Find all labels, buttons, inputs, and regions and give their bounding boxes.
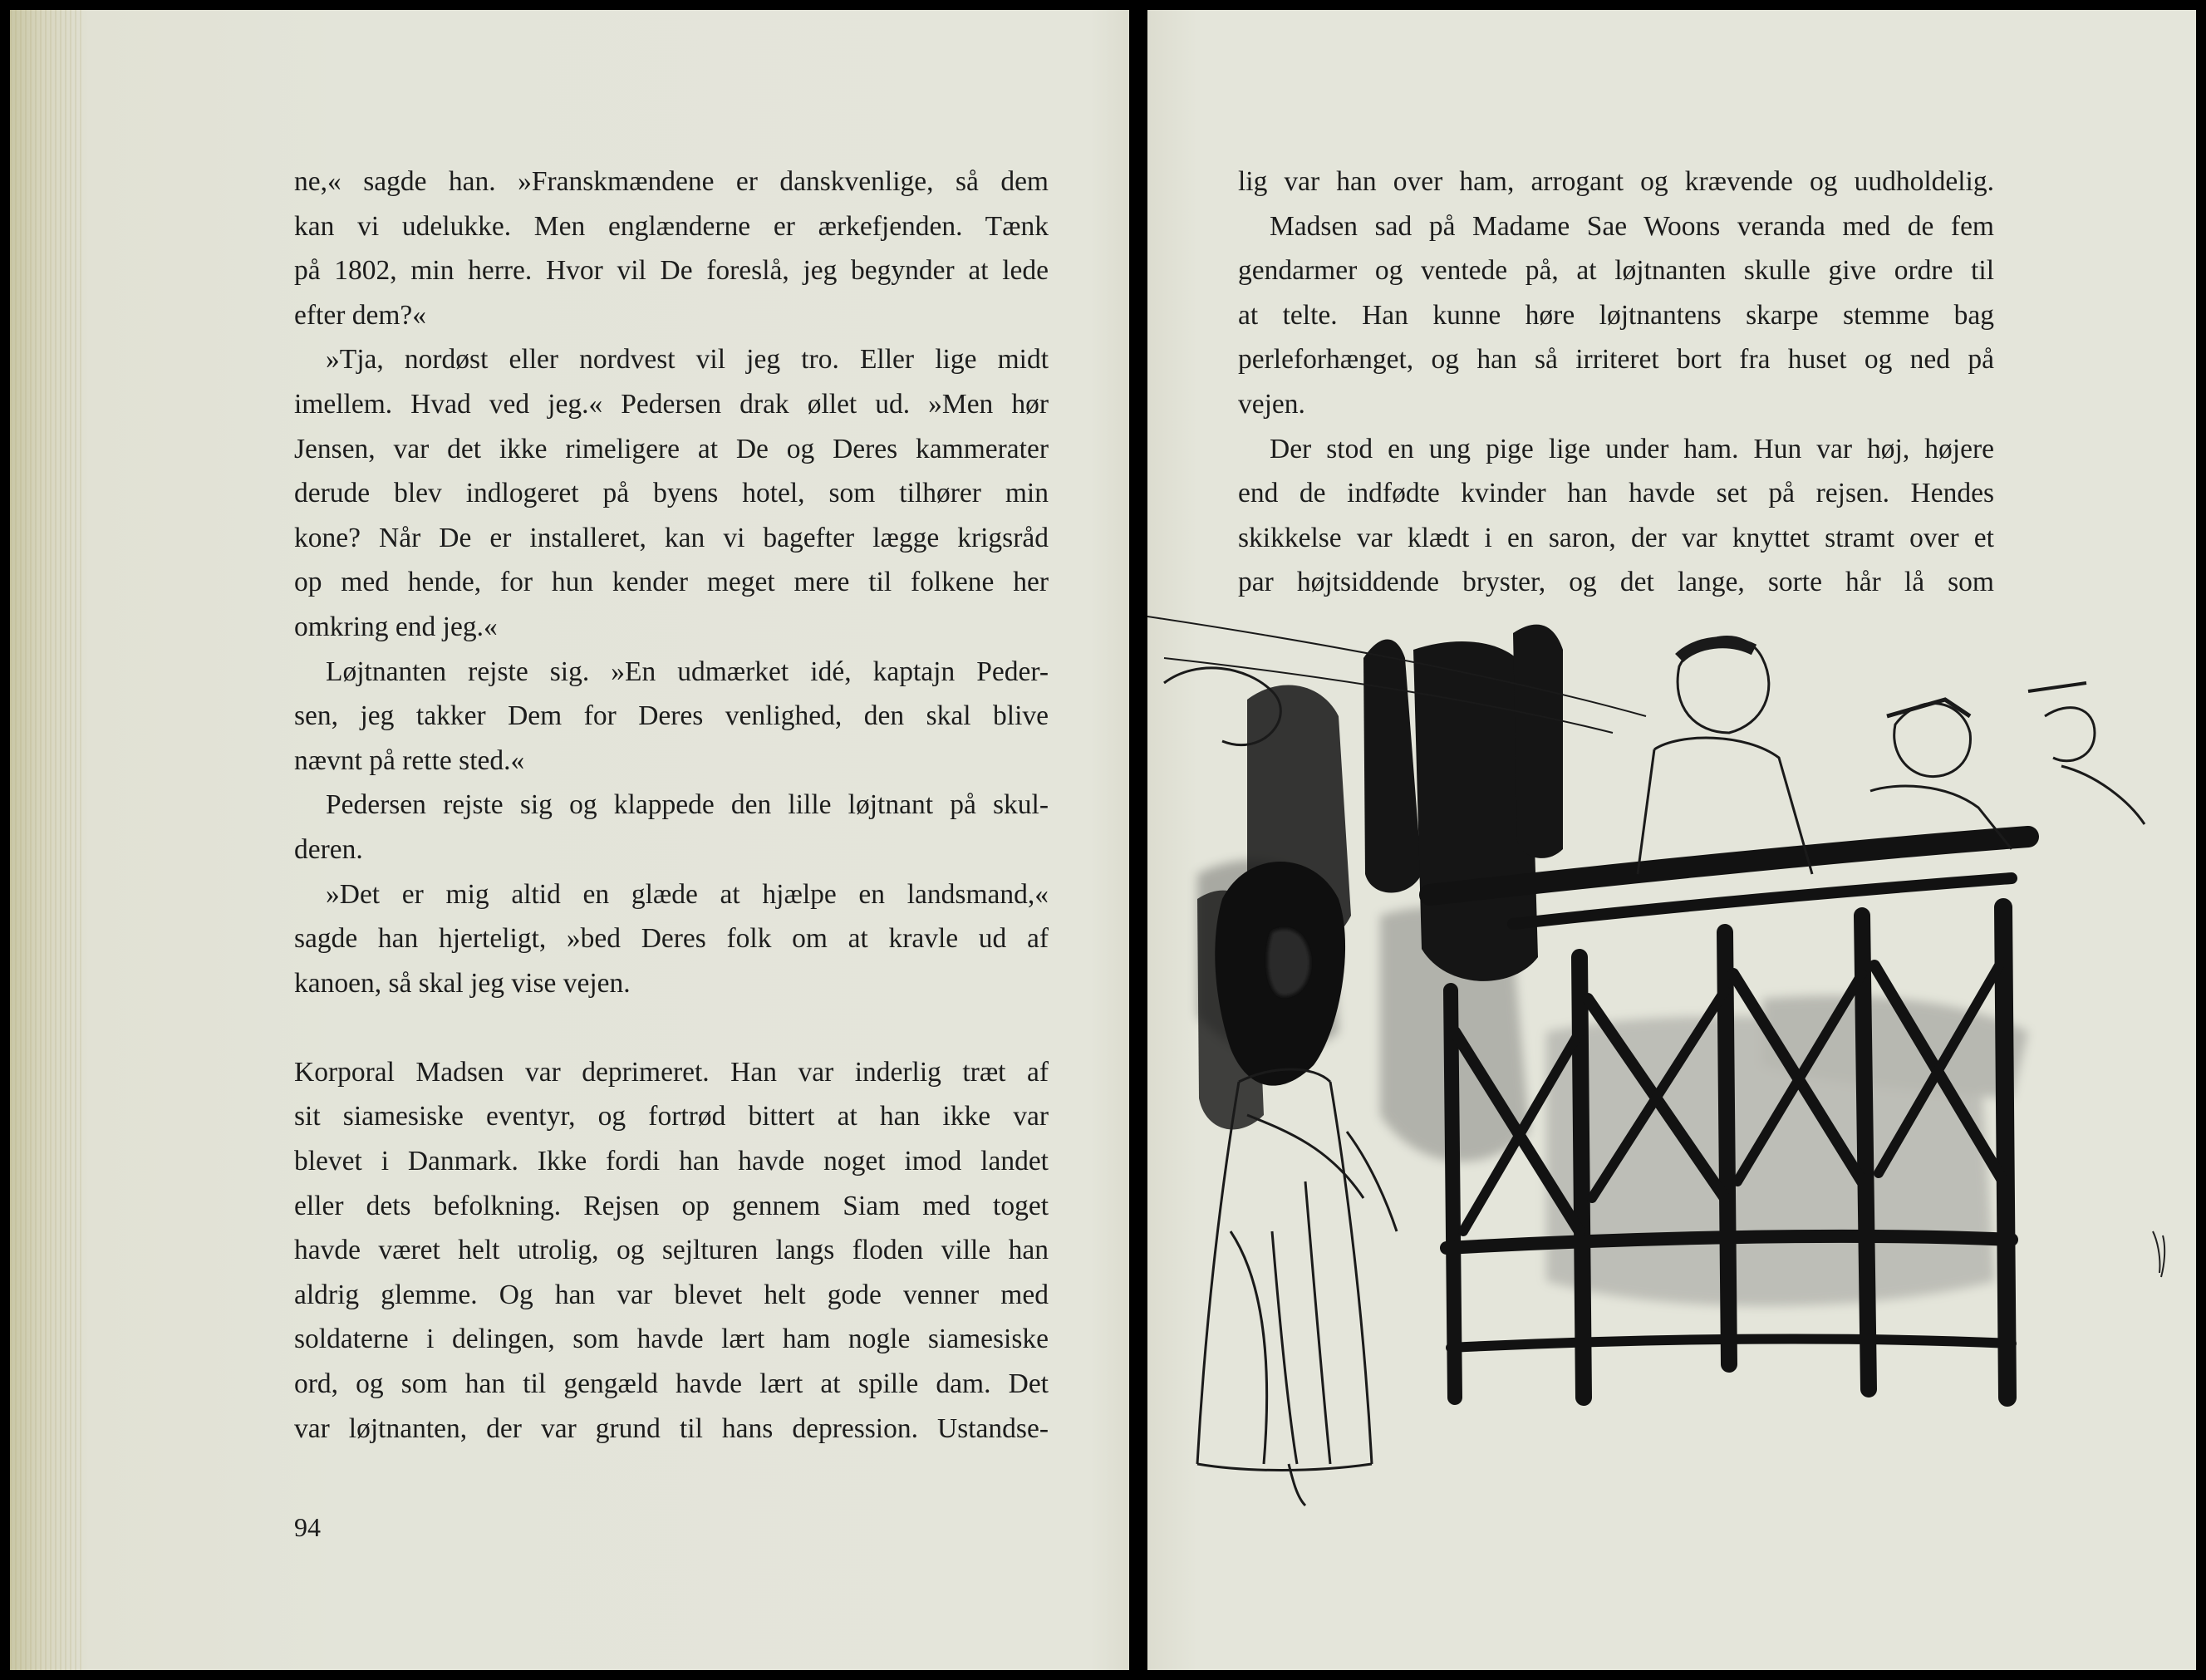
text-line: deren.: [294, 833, 363, 865]
text-line: ord, og som han til gengæld havde lært at spille dam. Det: [294, 1368, 1049, 1400]
text-line: op med hende, for hun kender meget mere til folkene her: [294, 567, 1049, 598]
text-line: imellem. Hvad ved jeg.« Pedersen drak øllet ud. »Men hør: [294, 388, 1049, 420]
text-line: perleforhænget, og han så irriteret bort fra huset og ned på: [1238, 344, 1994, 376]
girl-figure: [1197, 862, 1397, 1506]
text-line: lig var han over ham, arrogant og krævende og uudholdelig.: [1238, 166, 1994, 197]
text-line: sen, jeg takker Dem for Deres venlighed, den skal blive: [294, 700, 1049, 732]
text-line: var løjtnanten, der var grund til hans depression. Ustandse-: [294, 1412, 1049, 1444]
text-line: Der stod en ung pige lige under ham. Hun var høj, højere: [1270, 433, 1994, 464]
text-line: sit siamesiske eventyr, og fortrød bittert at han ikke var: [294, 1101, 1049, 1132]
page-edge-shadow: [10, 10, 85, 1670]
right-page: [1147, 10, 2196, 1670]
text-line: at telte. Han kunne høre løjtnantens skarpe stemme bag: [1238, 299, 1994, 331]
right-page-text: [1238, 160, 1994, 605]
section-break: [294, 1005, 1049, 1050]
text-line: par højtsiddende bryster, og det lange, sorte hår lå som: [1238, 567, 1994, 598]
text-line: kone? Når De er installeret, kan vi bagefter lægge krigsråd: [294, 522, 1049, 553]
text-line: Pedersen rejste sig og klappede den lille løjtnant på skul-: [326, 789, 1049, 821]
text-line: »Tja, nordøst eller nordvest vil jeg tro. Eller lige midt: [326, 344, 1049, 376]
text-line: ne,« sagde han. »Franskmændene er danskvenlige, så dem: [294, 166, 1049, 197]
text-line: skikkelse var klædt i en saron, der var knyttet stramt over et: [1238, 522, 1994, 553]
text-line: vejen.: [1238, 388, 1305, 420]
text-line: blevet i Danmark. Ikke fordi han havde noget imod landet: [294, 1146, 1049, 1177]
text-line: end de indfødte kvinder han havde set på rejsen. Hendes: [1238, 478, 1994, 509]
text-line: nævnt på rette sted.«: [294, 744, 525, 776]
page-number: 94: [294, 1512, 321, 1542]
text-line: soldaterne i delingen, som havde lært ham nogle siamesiske: [294, 1324, 1049, 1355]
text-line: gendarmer og ventede på, at løjtnanten skulle give ordre til: [1238, 255, 1994, 287]
text-line: eller dets befolkning. Rejsen op gennem Siam med toget: [294, 1190, 1049, 1221]
text-line: omkring end jeg.«: [294, 611, 498, 642]
left-page-text: [294, 160, 1049, 1451]
text-line: efter dem?«: [294, 299, 427, 331]
ink-illustration: [1147, 600, 2196, 1670]
text-line: på 1802, min herre. Hvor vil De foreslå, jeg begynder at lede: [294, 255, 1049, 287]
text-line: kanoen, så skal jeg vise vejen.: [294, 967, 631, 999]
text-line: derude blev indlogeret på byens hotel, som tilhører min: [294, 478, 1049, 509]
text-line: kan vi udelukke. Men englænderne er ærkefjenden. Tænk: [294, 210, 1049, 242]
text-line: Madsen sad på Madame Sae Woons veranda med de fem: [1270, 210, 1994, 242]
left-page: [10, 10, 1129, 1670]
text-line: Korporal Madsen var deprimeret. Han var inderlig træt af: [294, 1056, 1049, 1088]
text-line: »Det er mig altid en glæde at hjælpe en landsmand,«: [326, 878, 1049, 910]
text-line: sagde han hjerteligt, »bed Deres folk om at kravle ud af: [294, 923, 1049, 955]
text-line: aldrig glemme. Og han var blevet helt gode venner med: [294, 1279, 1049, 1310]
text-line: Løjtnanten rejste sig. »En udmærket idé, kaptajn Peder-: [326, 656, 1049, 687]
text-line: havde været helt utrolig, og sejlturen langs floden ville han: [294, 1235, 1049, 1266]
text-line: Jensen, var det ikke rimeligere at De og Deres kammerater: [294, 433, 1049, 464]
ink-marks: [2153, 1231, 2164, 1277]
